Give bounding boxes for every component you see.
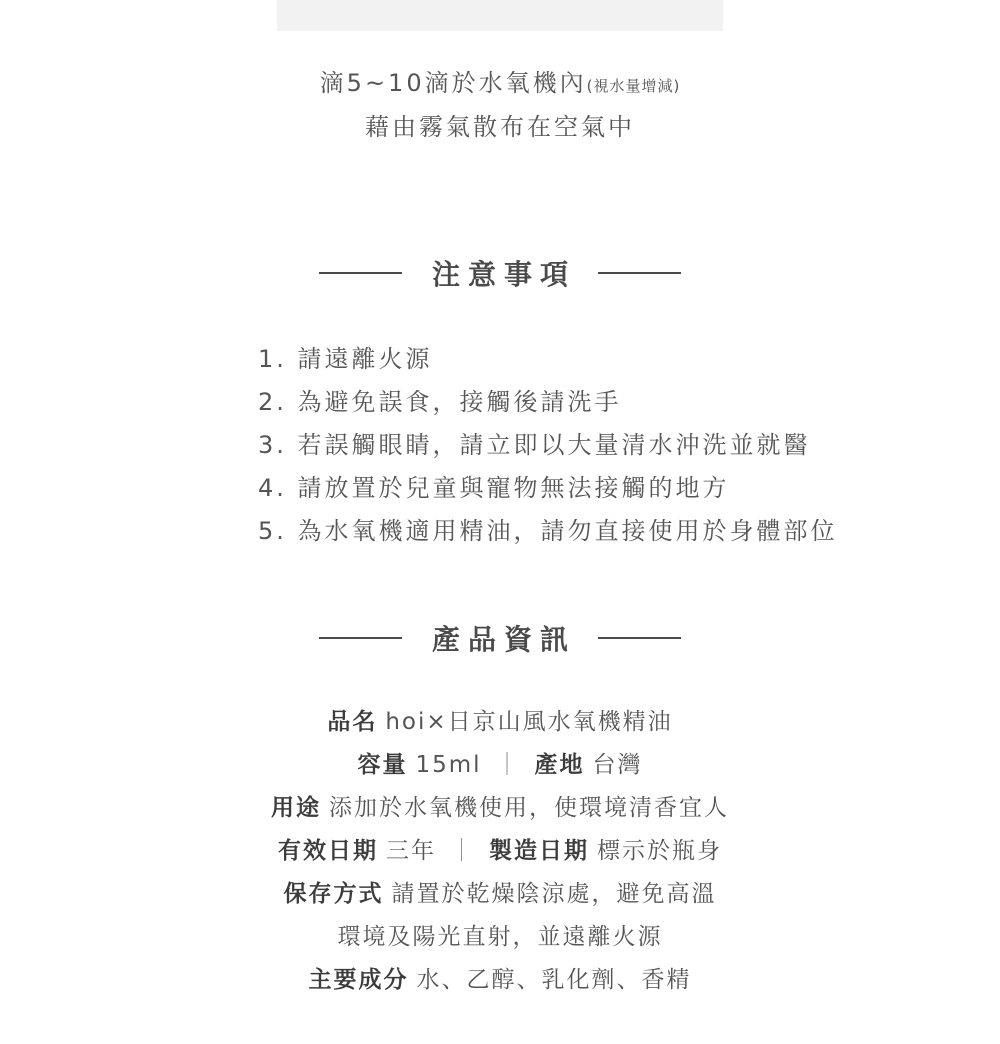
info-row-dates	[0, 830, 1000, 873]
notices-list	[258, 341, 838, 556]
product-info-heading	[0, 618, 1000, 658]
info-row-name	[0, 701, 1000, 744]
notice-item: 3. 若誤觸眼睛，請立即以大量清水沖洗並就醫	[258, 431, 811, 459]
info-row-ingredients	[0, 959, 1000, 1002]
info-row-volume-origin	[0, 744, 1000, 787]
origin-label: 產地	[534, 752, 585, 778]
storage-label: 保存方式	[283, 881, 384, 907]
volume-value: 15ml	[415, 752, 482, 778]
usage-note-text: (視水量增減)	[586, 77, 681, 95]
expiry-label: 有效日期	[278, 838, 378, 864]
notices-title: 注意事項	[431, 258, 576, 291]
storage-value-2: 環境及陽光直射，並遠離火源	[337, 924, 663, 950]
storage-value: 請置於乾燥陰涼處，避免高溫	[391, 881, 717, 907]
notices-heading	[0, 253, 1000, 293]
info-row-storage-cont	[0, 916, 1000, 959]
separator: ｜	[495, 752, 521, 778]
info-row-storage	[0, 873, 1000, 916]
notice-item: 5. 為水氧機適用精油，請勿直接使用於身體部位	[258, 517, 838, 545]
mfg-value: 標示於瓶身	[597, 838, 722, 864]
ingredients-label: 主要成分	[308, 967, 409, 993]
ingredients-value: 水、乙醇、乳化劑、香精	[416, 967, 692, 993]
origin-value: 台灣	[592, 752, 643, 778]
usage-label: 用途	[271, 795, 321, 821]
product-info-title: 產品資訊	[431, 623, 576, 656]
heading-rule-left	[319, 637, 402, 639]
product-info-list	[0, 701, 1000, 1002]
usage-main-text: 滴5~10滴於水氧機內	[319, 69, 587, 97]
expiry-value: 三年	[386, 838, 436, 864]
usage-line-2: 藉由霧氣散布在空氣中	[365, 113, 635, 141]
volume-label: 容量	[357, 752, 408, 778]
info-row-usage	[0, 787, 1000, 830]
name-value: hoi×日京山風水氧機精油	[385, 709, 673, 735]
notice-item: 2. 為避免誤食，接觸後請洗手	[258, 388, 622, 416]
heading-rule-right	[598, 637, 681, 639]
heading-rule-left	[319, 272, 402, 274]
notice-item: 4. 請放置於兒童與寵物無法接觸的地方	[258, 474, 730, 502]
product-image-bottom	[277, 0, 723, 31]
notice-item: 1. 請遠離火源	[258, 345, 433, 373]
name-label: 品名	[327, 709, 378, 735]
mfg-label: 製造日期	[489, 838, 589, 864]
usage-value: 添加於水氧機使用，使環境清香宜人	[329, 795, 729, 821]
heading-rule-right	[598, 272, 681, 274]
usage-line-1	[0, 63, 1000, 98]
separator: ｜	[450, 838, 475, 864]
